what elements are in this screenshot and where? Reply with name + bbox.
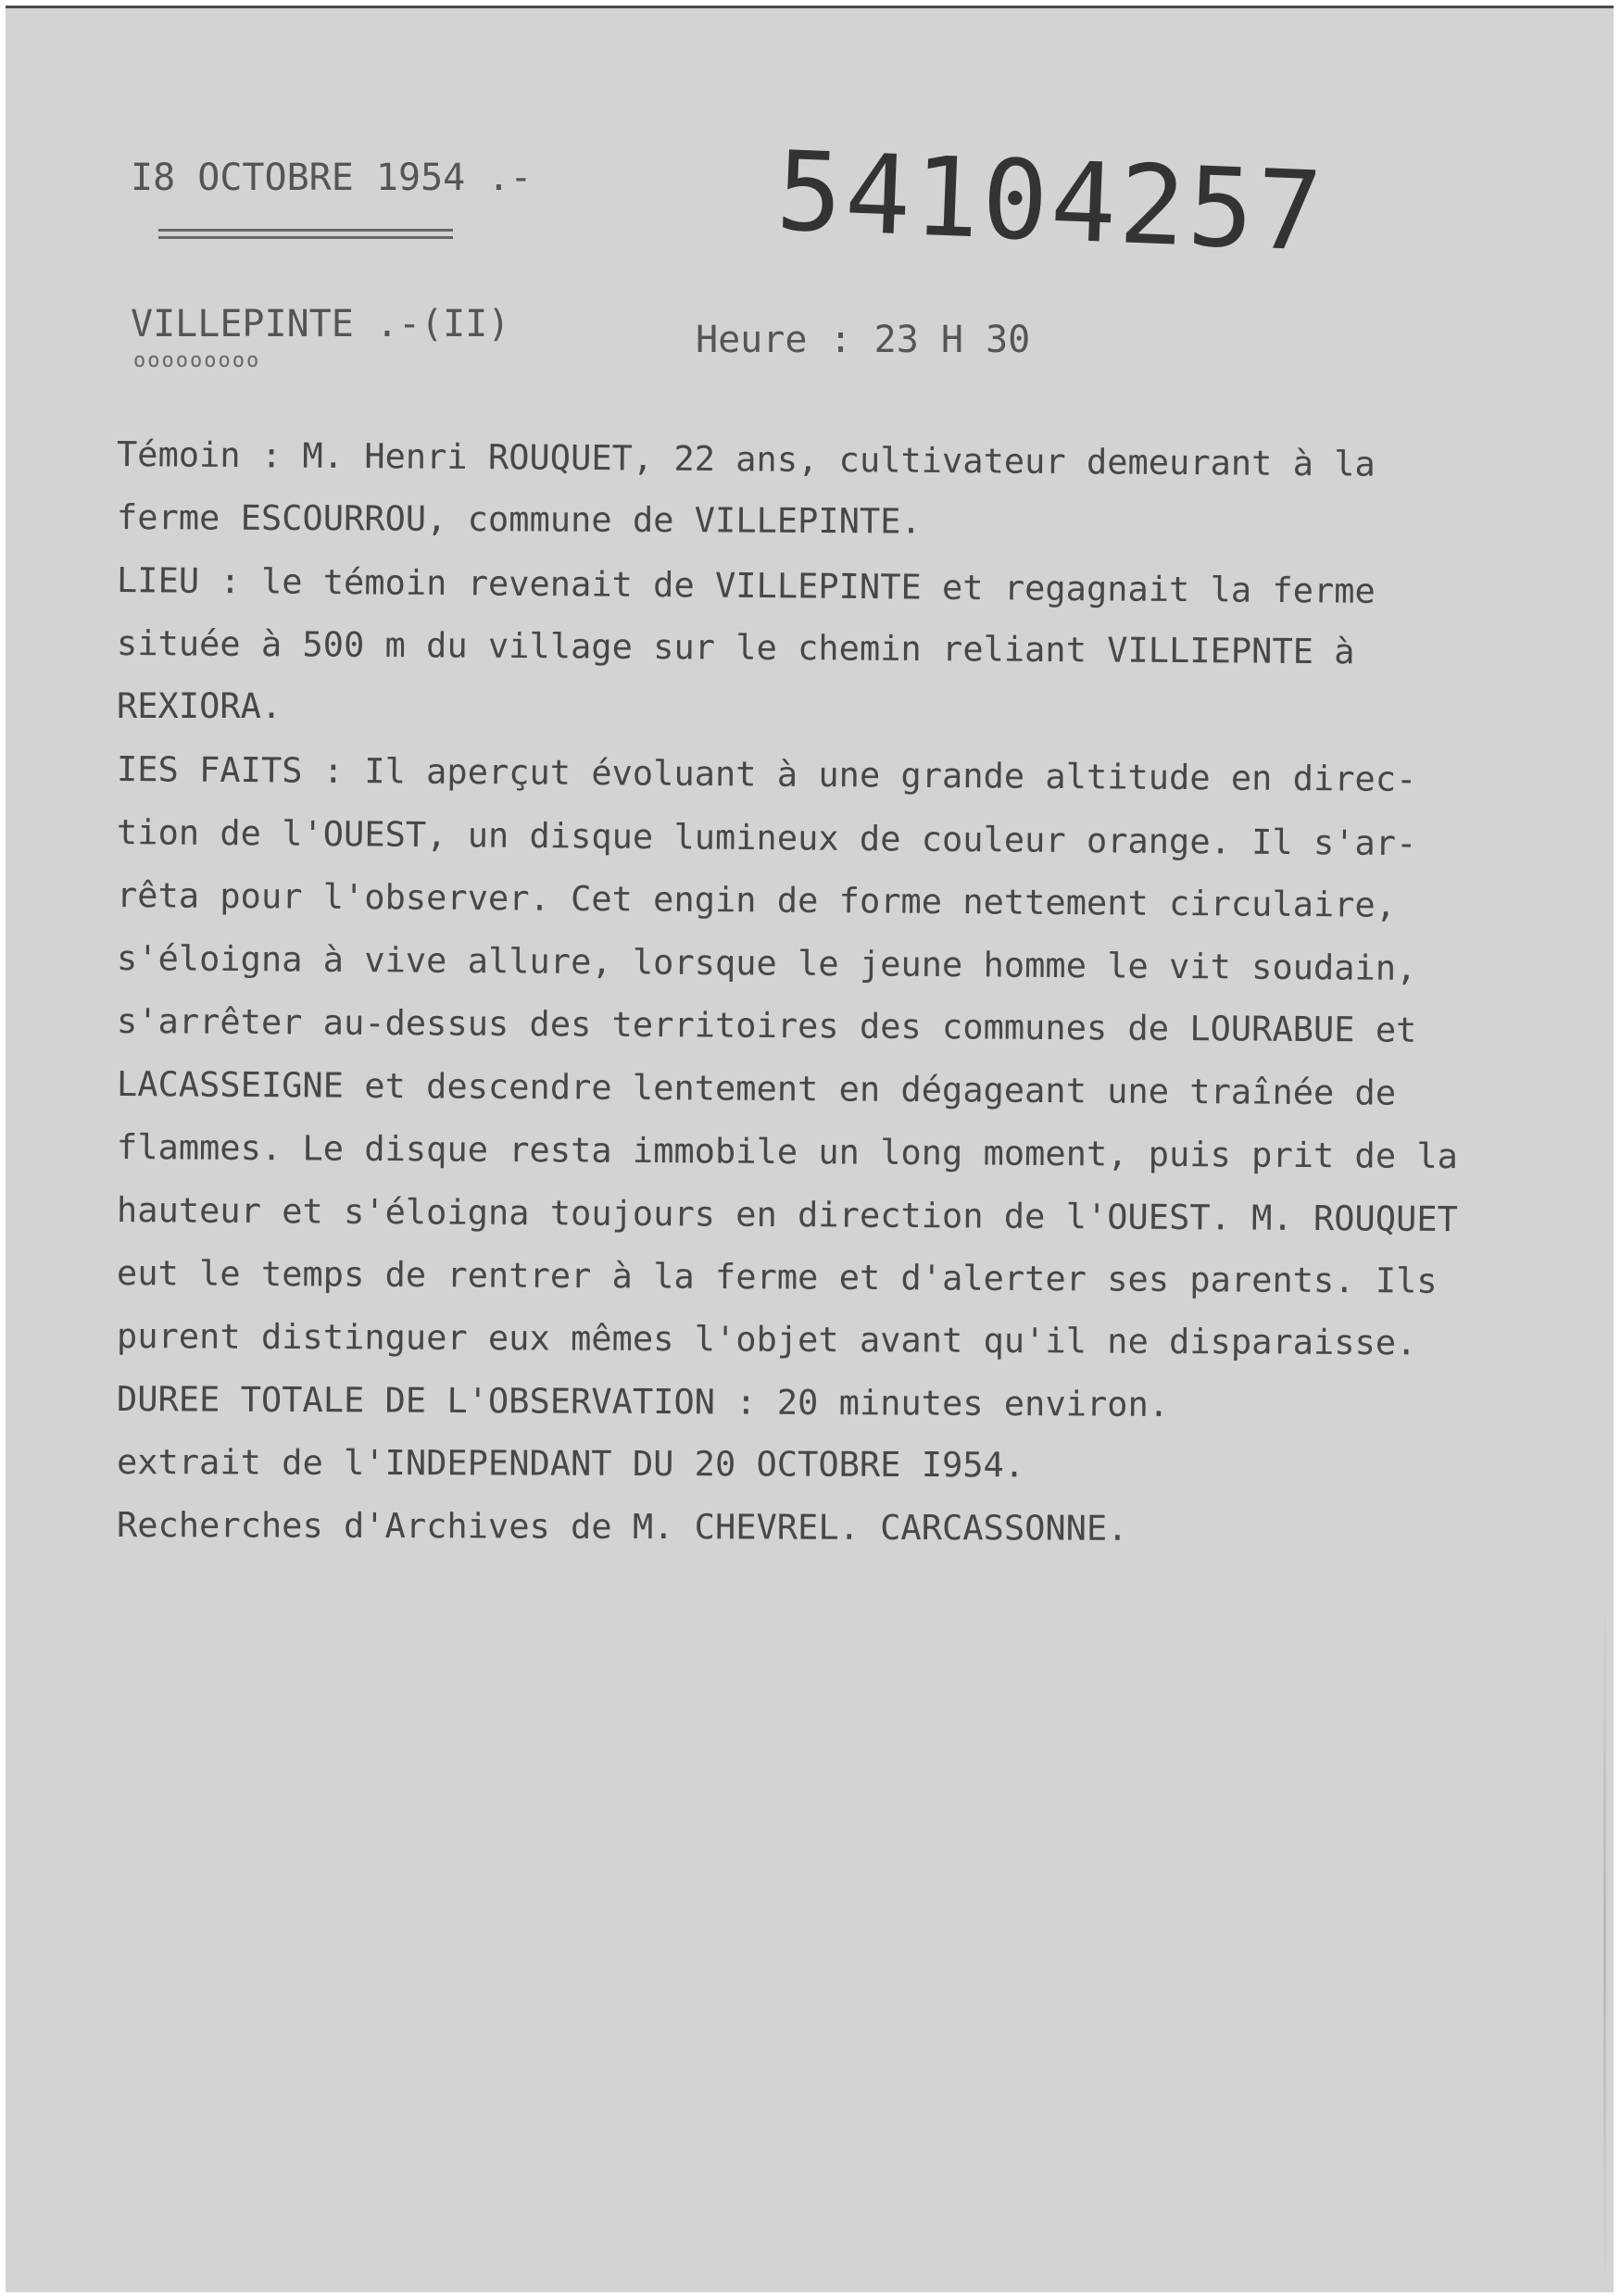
report-date: I8 OCTOBRE 1954 .- <box>131 157 533 199</box>
body-line: LIEU : le témoin revenait de VILLEPINTE et regagnait la ferme <box>116 560 1376 611</box>
body-line: s'arrêter au-dessus des territoires des communes de LOURABUE et <box>116 1001 1417 1050</box>
date-underline <box>158 236 453 239</box>
observation-time: Heure : 23 H 30 <box>696 319 1031 361</box>
reference-number-stamp: 54104257 <box>773 127 1327 276</box>
body-line: IES FAITS : Il aperçut évoluant à une grande altitude en direc- <box>116 749 1417 800</box>
body-line: LACASSEIGNE et descendre lentement en dégageant une traînée de <box>116 1064 1397 1113</box>
report-body <box>117 423 1525 1557</box>
body-line: purent distinguer eux mêmes l'objet avant qu'il ne disparaisse. <box>116 1316 1417 1363</box>
date-underline <box>158 229 453 232</box>
body-line: extrait de l'INDEPENDANT DU 20 OCTOBRE I954. <box>116 1442 1025 1486</box>
body-line: DUREE TOTALE DE L'OBSERVATION : 20 minutes environ. <box>116 1379 1170 1424</box>
body-line: rêta pour l'observer. Cet engin de forme nettement circulaire, <box>116 875 1397 925</box>
place-heading: VILLEPINTE .-(II) <box>131 303 510 345</box>
body-line: flammes. Le disque resta immobile un long moment, puis prit de la <box>116 1127 1459 1177</box>
body-line: ferme ESCOURROU, commune de VILLEPINTE. <box>116 497 922 542</box>
body-line: eut le temps de rentrer à la ferme et d'alerter ses parents. Ils <box>116 1253 1438 1301</box>
body-line: REXIORA. <box>117 686 283 726</box>
body-line: tion de l'OUEST, un disque lumineux de couleur orange. Il s'ar- <box>116 812 1417 864</box>
body-line: s'éloigna à vive allure, lorsque le jeune homme le vit soudain, <box>116 938 1417 989</box>
body-line: située à 500 m du village sur le chemin reliant VILLIEPNTE à <box>116 623 1355 672</box>
paper-fold-mark <box>1603 1583 1606 2292</box>
document-page <box>6 6 1614 2292</box>
body-line: hauteur et s'éloigna toujours en direction de l'OUEST. M. ROUQUET <box>116 1190 1459 1240</box>
body-line: Recherches d'Archives de M. CHEVREL. CARCASSONNE. <box>116 1505 1128 1549</box>
place-underline-dots: ooooooooo <box>133 349 261 372</box>
body-line: Témoin : M. Henri ROUQUET, 22 ans, cultivateur demeurant à la <box>116 434 1376 484</box>
